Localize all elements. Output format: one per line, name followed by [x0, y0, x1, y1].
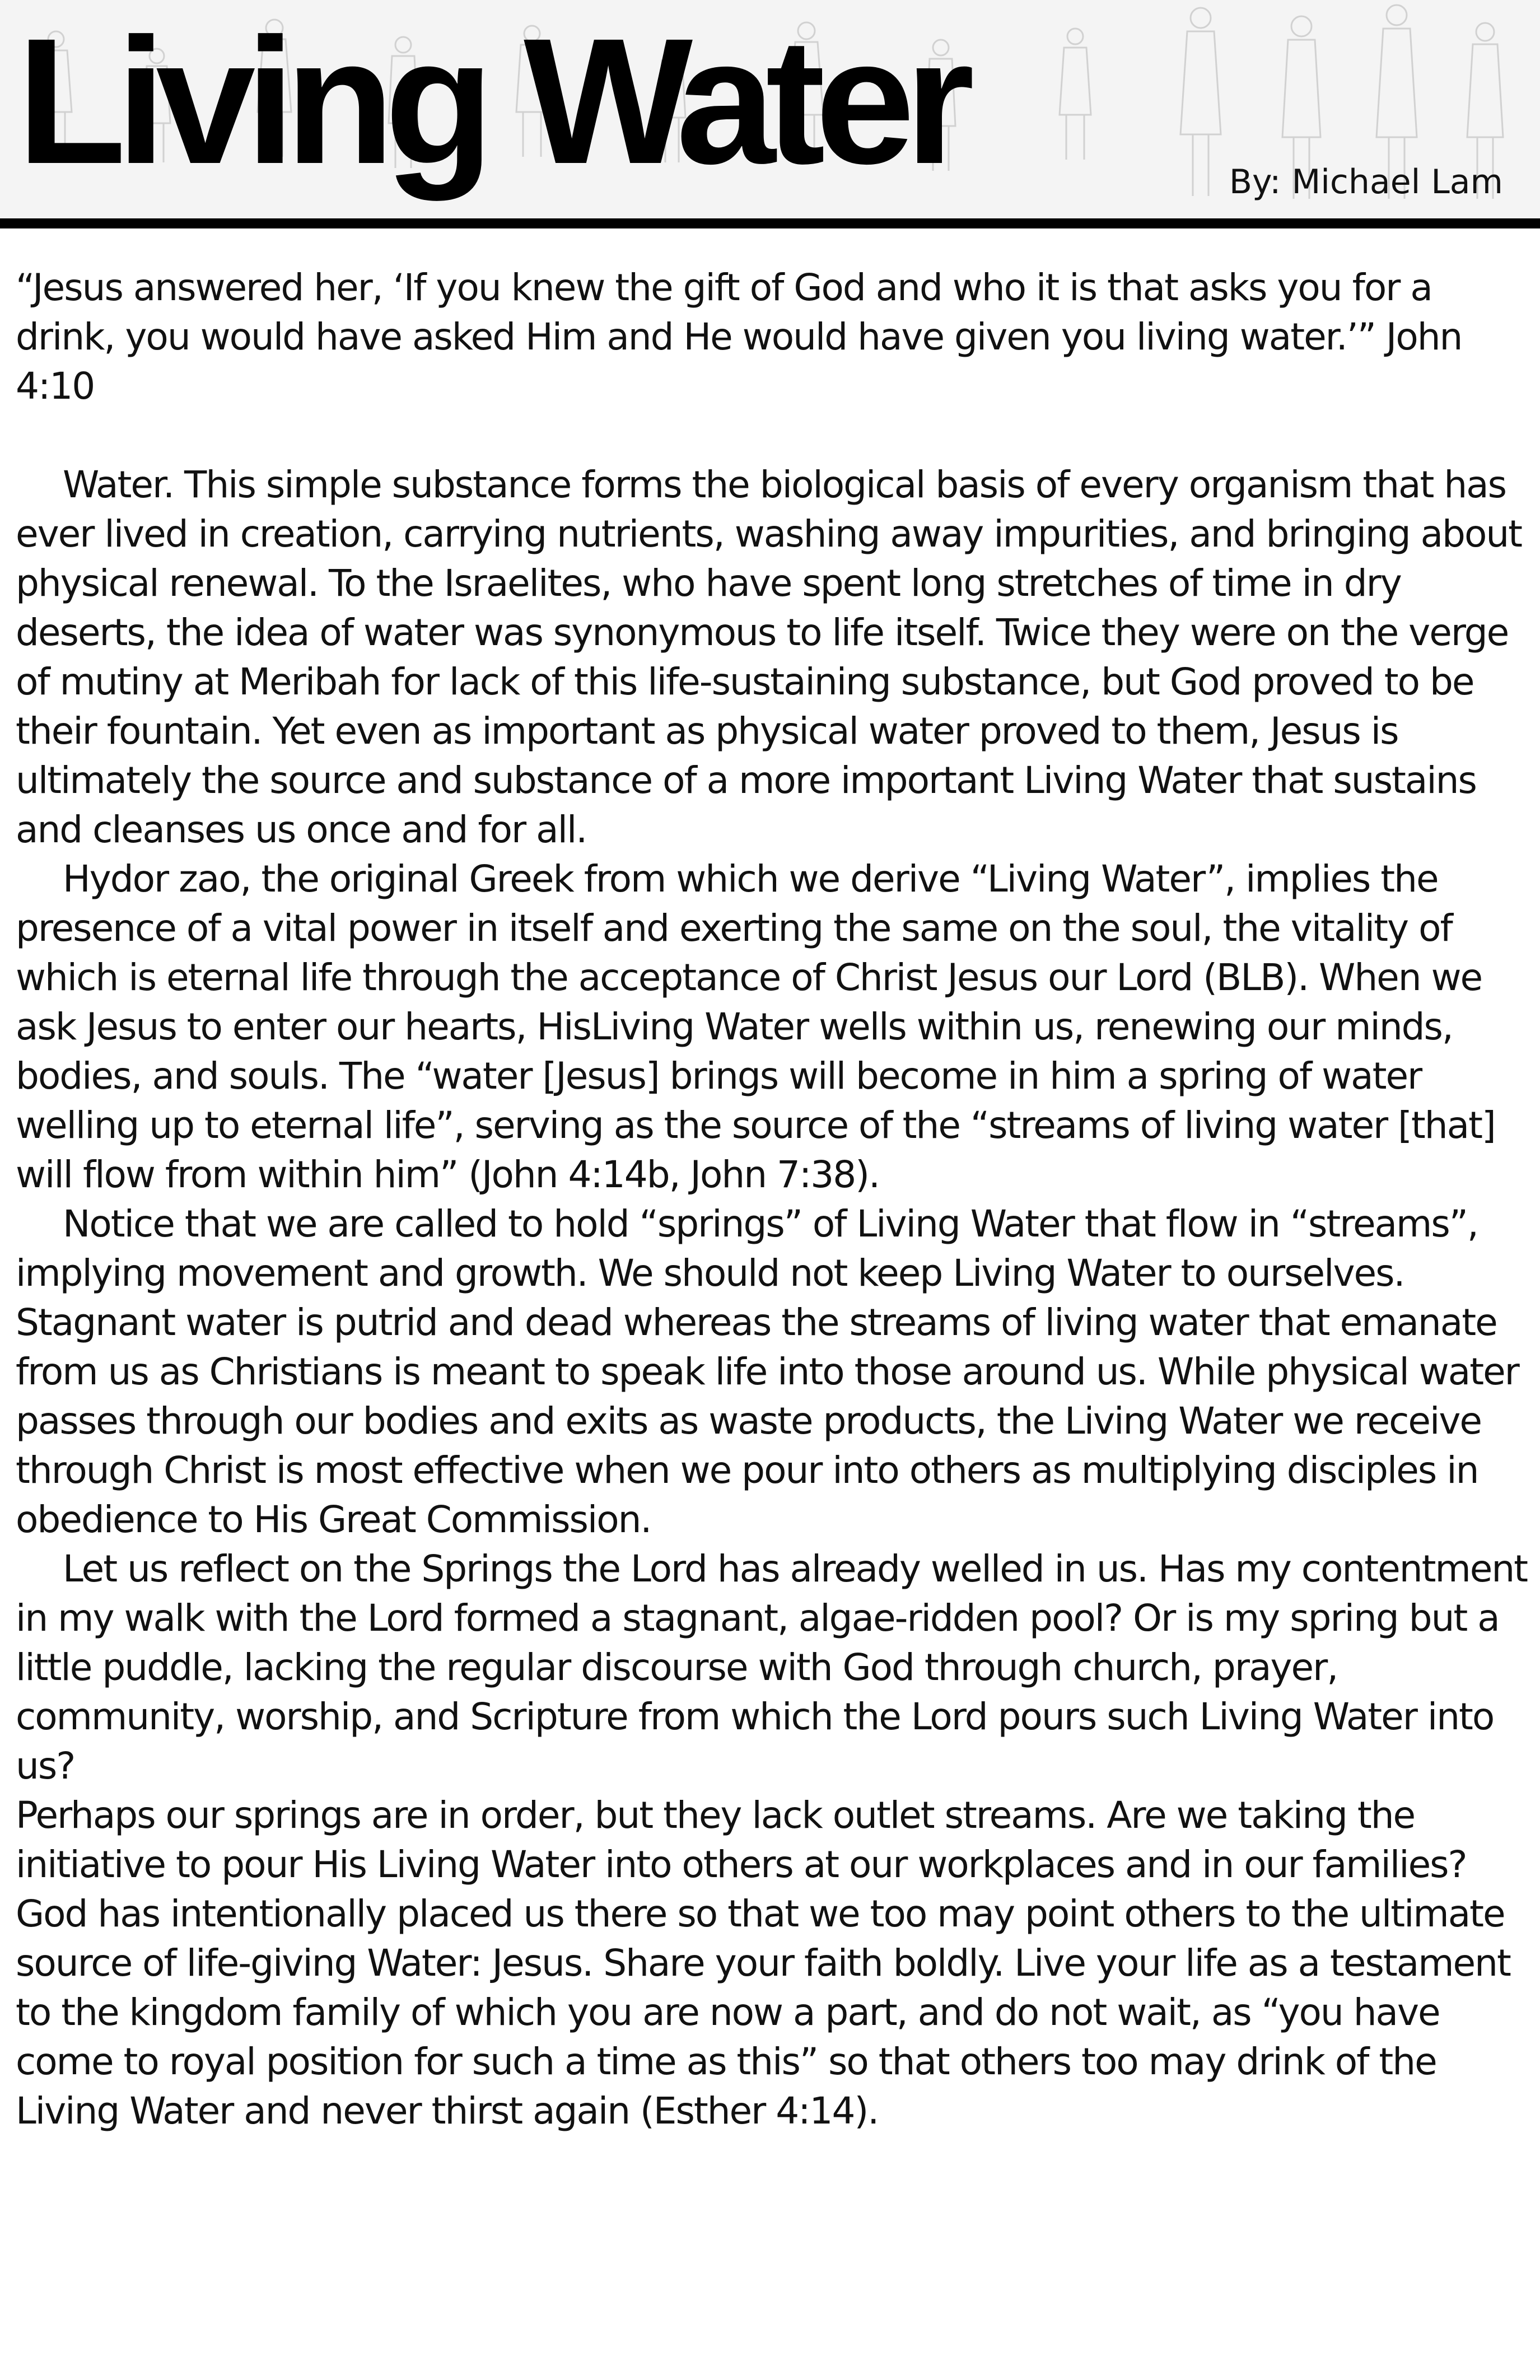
header-banner	[0, 0, 1540, 218]
paragraph-water: Water. This simple substance forms the biological basis of every organism that has ever lived in creation, carrying nutrients, washing away impurities, and bringing about physical renewal. To the Israelites, who have spent long stretches of time in dry deserts, the idea of water was synonymous to life itself. Twice they were on the verge of mutiny at Meribah for lack of this life-sustaining substance, but God proved to be their fountain. Yet even as important as physical water proved to them, Jesus is ultimately the source and substance of a more important Living Water that sustains and cleanses us once and for all.	[16, 463, 1522, 851]
author-byline: By: Michael Lam	[1229, 162, 1503, 202]
paragraph-reflect: Let us reflect on the Springs the Lord has already welled in us. Has my contentment in my walk with the Lord formed a stagnant, algae-ridden pool? Or is my spring but a little puddle, lacking the regular discourse with God through church, prayer, community, worship, and Scripture from which the Lord pours such Living Water into us?	[16, 1547, 1528, 1788]
article-title: Living Water	[17, 1, 965, 201]
scripture-quote: “Jesus answered her, ‘If you knew the gift of God and who it is that asks you for a drink, you would have asked Him and He would have given you living water.’” John 4:10	[16, 266, 1462, 408]
header-divider	[0, 218, 1540, 228]
paragraph-outlet-streams: Perhaps our springs are in order, but they lack outlet streams. Are we taking the initiative to pour His Living Water into others at our workplaces and in our families? God has intentionally placed us there so that we too may point others to the ultimate source of life-giving Water: Jesus. Share your faith boldly. Live your life as a testament to the kingdom family of which you are now a part, and do not wait, as “you have come to royal position for such a time as this” so that others too may drink of the Living Water and never thirst again (Esther 4:14).	[16, 1794, 1510, 2132]
article-body	[16, 263, 1528, 2136]
paragraph-hydor-zao: Hydor zao, the original Greek from which we derive “Living Water”, implies the presence of a vital power in itself and exerting the same on the soul, the vitality of which is eternal life through the acceptance of Christ Jesus our Lord (BLB). When we ask Jesus to enter our hearts, HisLiving Water wells within us, renewing our minds, bodies, and souls. The “water [Jesus] brings will become in him a spring of water welling up to eternal life”, serving as the source of the “streams of living water [that] will flow from within him” (John 4:14b, John 7:38).	[16, 857, 1495, 1196]
paragraph-springs: Notice that we are called to hold “springs” of Living Water that flow in “streams”, implying movement and growth. We should not keep Living Water to ourselves. Stagnant water is putrid and dead whereas the streams of living water that emanate from us as Christians is meant to speak life into those around us. While physical water passes through our bodies and exits as waste products, the Living Water we receive through Christ is most effective when we pour into others as multiplying disciples in obedience to His Great Commission.	[16, 1202, 1519, 1541]
